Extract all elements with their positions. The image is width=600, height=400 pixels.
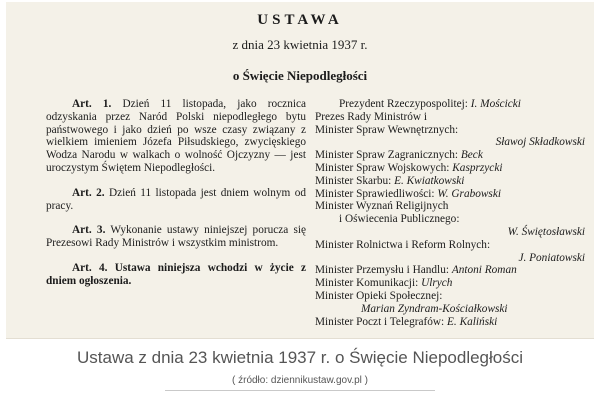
document-scan <box>6 2 594 339</box>
signature-line: Minister Opieki Społecznej: <box>315 289 443 302</box>
articles-column <box>46 98 306 300</box>
signature-line: Minister Skarbu: E. Kwiatkowski <box>315 174 465 187</box>
article-number: Art. 4. <box>72 261 108 274</box>
article-text: Dzień 11 listopada, jako rocznica odzyskania przez Naród Polski niepodległego bytu państwowego i jako dzień po wsze czasy związany z wielkiem imieniem Józefa Piłsudskiego, zwycięskiego Wodza Narodu w walkach o wolność Ojczyzny — jest uroczystym Świętem Niepodległości. <box>46 98 307 174</box>
signature-line: Minister Przemysłu i Handlu: Antoni Roman <box>315 264 517 277</box>
signature-line: Minister Sprawiedliwości: W. Grabowski <box>315 187 501 200</box>
document-title: USTAWA <box>257 12 343 28</box>
signature-line: Minister Wyznań Religijnych <box>315 200 449 213</box>
signatures-column <box>315 98 593 328</box>
article-text: Ustawa niniejsza wchodzi w życie z dniem ogłoszenia. <box>46 261 306 287</box>
article-number: Art. 3. <box>72 224 106 237</box>
article-text: Dzień 11 listopada jest dniem wolnym od pracy. <box>46 186 306 212</box>
article-2 <box>46 187 306 213</box>
signature-line: Prezydent Rzeczypospolitej: I. Mościcki <box>339 98 521 110</box>
source-divider <box>165 390 435 391</box>
signature-line: W. Świętosławski <box>507 225 585 238</box>
image-caption: Ustawa z dnia 23 kwietnia 1937 r. o Święcie Niepodległości <box>76 348 524 367</box>
article-3 <box>46 224 306 250</box>
article-4 <box>46 262 306 288</box>
source-credit: ( źródło: dziennikustaw.gov.pl ) <box>232 375 368 386</box>
signature-line: Sławoj Składkowski <box>495 136 585 149</box>
signature-line: Minister Poczt i Telegrafów: E. Kaliński <box>315 315 498 328</box>
signature-line: Marian Zyndram-Kościałkowski <box>361 302 508 315</box>
document-subject: o Święcie Niepodległości <box>232 68 368 83</box>
article-text: Wykonanie ustawy niniejszej porucza się Prezesowi Rady Ministrów i wszystkim ministrom. <box>46 224 307 250</box>
article-1 <box>46 98 306 175</box>
signature-line: Minister Rolnictwa i Reform Rolnych: <box>315 238 491 251</box>
signature-line: Minister Spraw Zagranicznych: Beck <box>315 149 483 162</box>
signature-line: Prezes Rady Ministrów i <box>315 110 428 123</box>
article-number: Art. 2. <box>72 186 105 199</box>
signature-line: Minister Spraw Wojskowych: Kasprzycki <box>315 161 503 174</box>
signature-line: Minister Komunikacji: Ulrych <box>315 277 453 290</box>
document-date: z dnia 23 kwietnia 1937 r. <box>232 37 368 52</box>
signature-line: J. Poniatowski <box>518 251 585 264</box>
article-number: Art. 1. <box>72 98 112 110</box>
signature-line: i Oświecenia Publicznego: <box>339 213 460 226</box>
signature-line: Minister Spraw Wewnętrznych: <box>315 123 459 136</box>
